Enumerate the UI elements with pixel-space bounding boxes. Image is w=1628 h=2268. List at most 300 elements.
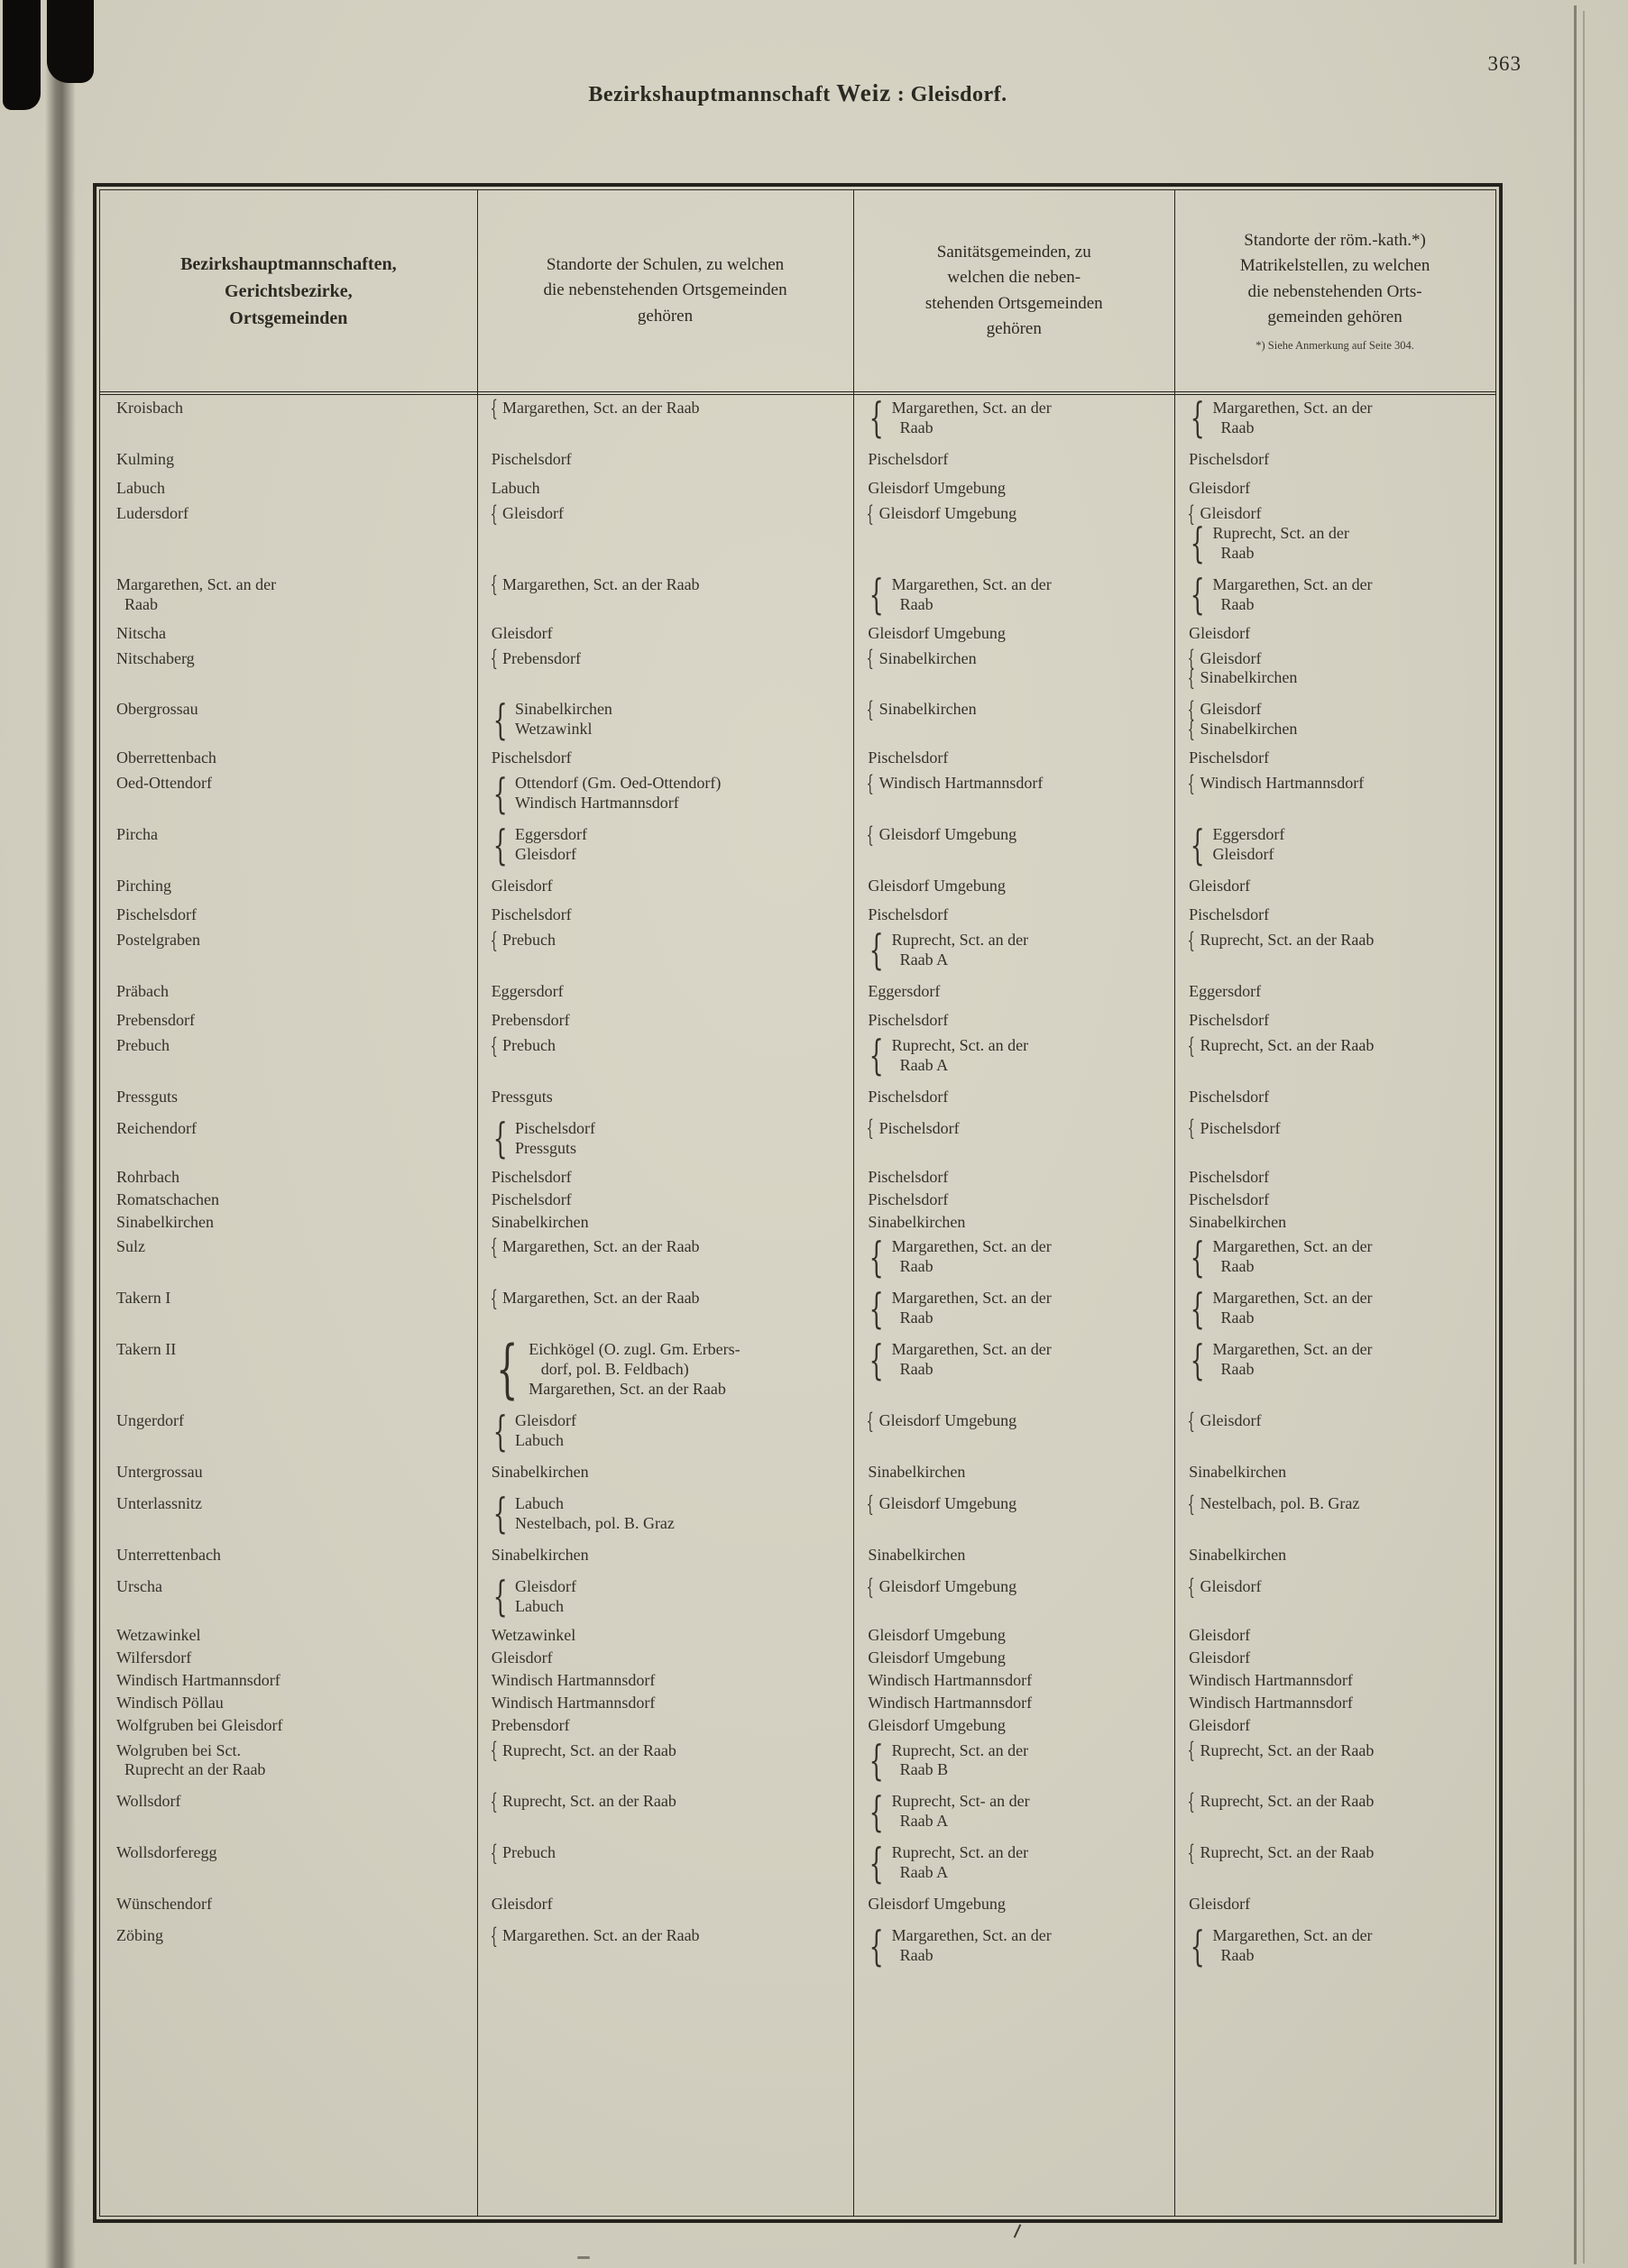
table-row bbox=[100, 1010, 1495, 1033]
cell-line: Raab bbox=[1212, 543, 1255, 562]
braced-group bbox=[490, 1738, 847, 1764]
cell-line: Windisch Hartmannsdorf bbox=[868, 1693, 1033, 1712]
page-title bbox=[93, 79, 1503, 107]
matrikel-cell bbox=[1174, 1648, 1495, 1670]
cell-line: Sinabelkirchen bbox=[491, 1463, 589, 1482]
cell-line: Margarethen, Sct. an der bbox=[1212, 574, 1373, 593]
braced-group bbox=[868, 1735, 1167, 1785]
braced-group bbox=[866, 646, 1167, 672]
cell-line: Eichkögel (O. zugl. Gm. Erbers- bbox=[529, 1340, 740, 1359]
table-row bbox=[100, 393, 1495, 446]
sanitaets-cell bbox=[853, 1891, 1174, 1923]
brace-glyph: { bbox=[1187, 1789, 1196, 1815]
cell-line: Gleisdorf Umgebung bbox=[868, 1648, 1006, 1667]
ortsgemeinde-cell bbox=[100, 500, 477, 572]
cell-line: Pischelsdorf bbox=[868, 449, 949, 468]
cell-line: Nestelbach, pol. B. Graz bbox=[1200, 1493, 1360, 1512]
brace-glyph: { bbox=[869, 925, 885, 975]
ortsgemeinde-cell bbox=[100, 1788, 477, 1840]
braced-group bbox=[490, 395, 847, 421]
brace-glyph: { bbox=[1190, 519, 1205, 568]
cell-line: Pischelsdorf bbox=[1189, 1189, 1270, 1208]
table-row bbox=[100, 978, 1495, 1010]
cell-line: Prebuch bbox=[501, 1843, 556, 1862]
cell-line: Windisch Hartmannsdorf bbox=[1189, 1693, 1353, 1712]
brace-glyph: { bbox=[490, 1841, 498, 1867]
table-row bbox=[100, 1189, 1495, 1212]
sanitaets-cell bbox=[853, 873, 1174, 904]
cell-line: Eggersdorf bbox=[868, 981, 941, 1000]
cell-line: Margarethen, Sct. an der bbox=[891, 1237, 1052, 1256]
header-line: welchen die neben- bbox=[947, 268, 1081, 287]
brace-glyph: { bbox=[492, 1406, 508, 1455]
sanitaets-cell bbox=[853, 446, 1174, 478]
cell-line: Gleisdorf bbox=[514, 1411, 576, 1430]
cell-line: Gleisdorf bbox=[1212, 845, 1274, 864]
matrikel-cell bbox=[1174, 1189, 1495, 1212]
ortsgemeinde-cell bbox=[100, 1336, 477, 1408]
brace-glyph: { bbox=[869, 570, 885, 620]
school-cell bbox=[477, 927, 854, 978]
cell-line: Sinabelkirchen bbox=[868, 1463, 966, 1482]
cell-line: Gleisdorf Umgebung bbox=[878, 1493, 1017, 1512]
sanitaets-cell bbox=[853, 1212, 1174, 1235]
table-row bbox=[100, 1033, 1495, 1084]
table-row bbox=[100, 1491, 1495, 1542]
ortsgemeinde-cell bbox=[100, 646, 477, 697]
matrikel-cell bbox=[1174, 1033, 1495, 1084]
cell-line: Sinabelkirchen bbox=[868, 1545, 966, 1564]
braced-group bbox=[868, 1838, 1167, 1887]
cell-line: Raab bbox=[891, 1360, 934, 1379]
matrikel-cell bbox=[1174, 572, 1495, 623]
ortsgemeinde-cell bbox=[100, 748, 477, 770]
sanitaets-cell bbox=[853, 1285, 1174, 1336]
cell-line: Präbach bbox=[116, 981, 169, 1000]
cell-line: Raab bbox=[1212, 594, 1255, 613]
cell-line: Pischelsdorf bbox=[868, 1087, 949, 1106]
matrikel-cell bbox=[1174, 646, 1495, 697]
header-line: die nebenstehenden Ortsgemeinden bbox=[543, 280, 787, 300]
ortsgemeinde-cell bbox=[100, 1408, 477, 1459]
header-footnote: *) Siehe Anmerkung auf Seite 304. bbox=[1255, 338, 1414, 352]
cell-line: Wünschendorf bbox=[116, 1895, 212, 1914]
table-row bbox=[100, 1459, 1495, 1491]
header-line: Gerichtsbezirke, bbox=[225, 280, 353, 301]
header-line: Sanitätsgemeinden, zu bbox=[936, 242, 1091, 262]
braced-group bbox=[490, 1923, 847, 1949]
ortsgemeinde-cell bbox=[100, 873, 477, 904]
sanitaets-cell bbox=[853, 1923, 1174, 1974]
ortsgemeinde-cell bbox=[100, 623, 477, 646]
cell-line: Pischelsdorf bbox=[491, 748, 572, 767]
cell-line: Pischelsdorf bbox=[514, 1118, 595, 1137]
brace-glyph: { bbox=[492, 1572, 508, 1621]
brace-glyph: { bbox=[1190, 1335, 1205, 1384]
cell-line: Windisch Hartmannsdorf bbox=[116, 1670, 281, 1689]
cell-line: Sinabelkirchen bbox=[1189, 1463, 1287, 1482]
cell-line: Gleisdorf Umgebung bbox=[878, 825, 1017, 844]
cell-line: Pischelsdorf bbox=[878, 1118, 960, 1137]
column-header-1 bbox=[477, 190, 854, 393]
cell-line: Margarethen, Sct. an der bbox=[891, 574, 1052, 593]
brace-glyph: { bbox=[490, 572, 498, 598]
cell-line: Kulming bbox=[116, 449, 175, 468]
table-row bbox=[100, 1408, 1495, 1459]
header-line: gehören bbox=[637, 306, 694, 326]
cell-line: Nitschaberg bbox=[116, 648, 195, 667]
cell-line: Takern I bbox=[116, 1289, 171, 1308]
cell-line: Gleisdorf Umgebung bbox=[868, 623, 1006, 642]
cell-line: Gleisdorf bbox=[1200, 648, 1262, 667]
cell-line: Ruprecht, Sct. an der bbox=[891, 1740, 1029, 1759]
ortsgemeinde-cell bbox=[100, 446, 477, 478]
cell-line: Margarethen, Sct. an der Raab bbox=[529, 1380, 726, 1399]
brace-glyph: { bbox=[492, 820, 508, 869]
brace-glyph: { bbox=[1190, 393, 1205, 443]
brace-glyph: { bbox=[866, 1116, 875, 1142]
cell-line: Obergrossau bbox=[116, 700, 198, 719]
school-cell bbox=[477, 1840, 854, 1891]
school-cell bbox=[477, 646, 854, 697]
cell-line: Gleisdorf Umgebung bbox=[868, 1895, 1006, 1914]
cell-line: Sinabelkirchen bbox=[878, 648, 977, 667]
brace-glyph: { bbox=[866, 771, 875, 797]
brace-glyph: { bbox=[1187, 1033, 1196, 1059]
cell-line: Wetzawinkel bbox=[116, 1625, 201, 1644]
matrikel-cell bbox=[1174, 978, 1495, 1010]
cell-line: Raab bbox=[1212, 1946, 1255, 1965]
header-line: stehenden Ortsgemeinden bbox=[924, 293, 1103, 313]
table-row bbox=[100, 1167, 1495, 1189]
cell-line: Wollsdorferegg bbox=[116, 1843, 217, 1862]
cell-line: Pischelsdorf bbox=[1189, 1167, 1270, 1186]
school-cell bbox=[477, 822, 854, 873]
cell-line: Prebensdorf bbox=[491, 1715, 570, 1734]
matrikel-cell bbox=[1174, 1625, 1495, 1648]
column-header-2 bbox=[853, 190, 1174, 393]
cell-line: Ruprecht, Sct. an der bbox=[1212, 523, 1349, 542]
braced-group bbox=[868, 1921, 1167, 1970]
table-row bbox=[100, 646, 1495, 697]
ortsgemeinde-cell bbox=[100, 1189, 477, 1212]
cell-line: Raab B bbox=[891, 1760, 949, 1779]
header-line: Matrikelstellen, zu welchen bbox=[1239, 256, 1430, 276]
cell-line: Labuch bbox=[514, 1596, 564, 1615]
cell-line: Sinabelkirchen bbox=[1200, 720, 1298, 739]
braced-group bbox=[490, 1235, 847, 1261]
table-row bbox=[100, 1336, 1495, 1408]
sanitaets-cell bbox=[853, 1715, 1174, 1738]
braced-group bbox=[868, 1786, 1167, 1836]
scan-stray-mark bbox=[577, 2256, 590, 2259]
cell-line: Raab A bbox=[891, 1863, 949, 1882]
cell-line: Sinabelkirchen bbox=[1200, 668, 1298, 687]
braced-group bbox=[1187, 771, 1488, 797]
column-divider bbox=[1174, 190, 1175, 2216]
cell-line: Sinabelkirchen bbox=[878, 700, 977, 719]
braced-group bbox=[492, 1406, 847, 1455]
sanitaets-cell bbox=[853, 1033, 1174, 1084]
cell-line: Postelgraben bbox=[116, 931, 200, 950]
cell-line: Gleisdorf bbox=[491, 1648, 553, 1667]
braced-group bbox=[1187, 697, 1488, 723]
cell-line: Romatschachen bbox=[116, 1189, 219, 1208]
cell-line: Wilfersdorf bbox=[116, 1648, 192, 1667]
cell-line: Ruprecht, Sct. an der bbox=[891, 931, 1029, 950]
cell-line: Margarethen, Sct. an der bbox=[891, 1340, 1052, 1359]
cell-line: Windisch Hartmannsdorf bbox=[868, 1670, 1033, 1689]
braced-group bbox=[866, 1574, 1167, 1600]
table-row bbox=[100, 1788, 1495, 1840]
ortsgemeinde-cell bbox=[100, 1625, 477, 1648]
ortsgemeinde-cell bbox=[100, 696, 477, 748]
braced-group bbox=[868, 925, 1167, 975]
matrikel-cell bbox=[1174, 1285, 1495, 1336]
ortsgemeinde-cell bbox=[100, 1574, 477, 1625]
brace-glyph: { bbox=[492, 694, 508, 744]
table-inner-border bbox=[99, 189, 1496, 2217]
cell-line: Gleisdorf bbox=[1189, 623, 1251, 642]
sanitaets-cell bbox=[853, 904, 1174, 927]
ortsgemeinde-cell bbox=[100, 478, 477, 500]
cell-line: Gleisdorf bbox=[491, 877, 553, 895]
cell-line: Labuch bbox=[116, 478, 165, 497]
matrikel-cell bbox=[1174, 1670, 1495, 1693]
school-cell bbox=[477, 978, 854, 1010]
school-cell bbox=[477, 1459, 854, 1491]
table-row bbox=[100, 623, 1495, 646]
braced-group bbox=[866, 1116, 1167, 1142]
school-cell bbox=[477, 478, 854, 500]
braced-group bbox=[490, 1841, 847, 1867]
cell-line: Sinabelkirchen bbox=[514, 700, 612, 719]
cell-line: Gleisdorf bbox=[491, 1895, 553, 1914]
brace-glyph: { bbox=[866, 697, 875, 723]
ortsgemeinde-cell bbox=[100, 822, 477, 873]
ortsgemeinde-cell bbox=[100, 978, 477, 1010]
cell-line: Sinabelkirchen bbox=[491, 1545, 589, 1564]
matrikel-cell bbox=[1174, 927, 1495, 978]
matrikel-cell bbox=[1174, 873, 1495, 904]
school-cell bbox=[477, 1167, 854, 1189]
school-cell bbox=[477, 1033, 854, 1084]
school-cell bbox=[477, 873, 854, 904]
matrikel-cell bbox=[1174, 1212, 1495, 1235]
ortsgemeinde-cell bbox=[100, 1491, 477, 1542]
cell-line: Unterlassnitz bbox=[116, 1493, 202, 1512]
brace-glyph: { bbox=[866, 500, 875, 527]
braced-group bbox=[1187, 1789, 1488, 1815]
cell-line: Raab bbox=[1212, 418, 1255, 436]
cell-line: Raab bbox=[891, 594, 934, 613]
table-row bbox=[100, 572, 1495, 623]
ortsgemeinde-cell bbox=[100, 1542, 477, 1574]
school-cell bbox=[477, 1332, 854, 1408]
ortsgemeinde-cell bbox=[100, 1715, 477, 1738]
school-cell bbox=[477, 1116, 854, 1167]
cell-line: Pischelsdorf bbox=[868, 1010, 949, 1029]
title-emphasis: Weiz bbox=[836, 79, 892, 106]
brace-glyph: { bbox=[866, 1574, 875, 1600]
page-number: 363 bbox=[1487, 52, 1522, 75]
cell-line: Windisch Hartmannsdorf bbox=[491, 1670, 656, 1689]
braced-group bbox=[490, 1286, 847, 1312]
braced-group bbox=[1189, 570, 1488, 620]
column-divider bbox=[853, 190, 854, 2216]
braced-group bbox=[490, 646, 847, 672]
school-cell bbox=[477, 446, 854, 478]
brace-glyph: { bbox=[1187, 717, 1196, 743]
cell-line: Windisch Hartmannsdorf bbox=[1189, 1670, 1353, 1689]
school-cell bbox=[477, 1234, 854, 1285]
cell-line: Rohrbach bbox=[116, 1167, 179, 1186]
braced-group bbox=[1189, 820, 1488, 869]
braced-group bbox=[1187, 927, 1488, 953]
cell-line: Margarethen, Sct. an der bbox=[1212, 1237, 1373, 1256]
cell-line: Prebensdorf bbox=[491, 1010, 570, 1029]
cell-line: Ruprecht, Sct. an der bbox=[891, 1843, 1029, 1862]
ortsgemeinde-cell bbox=[100, 1693, 477, 1715]
matrikel-cell bbox=[1174, 1693, 1495, 1715]
school-cell bbox=[477, 1648, 854, 1670]
brace-glyph: { bbox=[490, 395, 498, 421]
braced-group bbox=[1187, 500, 1488, 527]
sanitaets-cell bbox=[853, 1670, 1174, 1693]
braced-group bbox=[492, 1489, 847, 1538]
cell-line: Gleisdorf Umgebung bbox=[868, 1715, 1006, 1734]
school-cell bbox=[477, 1738, 854, 1789]
braced-group bbox=[868, 1283, 1167, 1333]
sanitaets-cell bbox=[853, 1491, 1174, 1542]
cell-line: Prebensdorf bbox=[501, 648, 581, 667]
cell-line: Oed-Ottendorf bbox=[116, 774, 212, 793]
braced-group bbox=[1189, 1335, 1488, 1384]
school-cell bbox=[477, 1923, 854, 1974]
scan-ink-blob bbox=[47, 0, 94, 83]
cell-line: Pischelsdorf bbox=[491, 1189, 572, 1208]
brace-glyph: { bbox=[1187, 1491, 1196, 1517]
cell-line: Gleisdorf bbox=[514, 845, 576, 864]
table-row bbox=[100, 1840, 1495, 1891]
table-row bbox=[100, 822, 1495, 873]
school-cell bbox=[477, 1542, 854, 1574]
brace-glyph: { bbox=[866, 646, 875, 672]
brace-glyph: { bbox=[869, 1838, 885, 1887]
brace-glyph: { bbox=[1190, 570, 1205, 620]
table-row bbox=[100, 1285, 1495, 1336]
cell-line: Gleisdorf bbox=[1189, 877, 1251, 895]
column-header-3 bbox=[1174, 190, 1495, 393]
brace-glyph: { bbox=[490, 1789, 498, 1815]
brace-glyph: { bbox=[1187, 666, 1196, 692]
table-row bbox=[100, 1693, 1495, 1715]
school-cell bbox=[477, 572, 854, 623]
table-row bbox=[100, 1625, 1495, 1648]
braced-group bbox=[490, 1789, 847, 1815]
braced-group bbox=[490, 1033, 847, 1059]
matrikel-cell bbox=[1174, 393, 1495, 446]
cell-line: Ludersdorf bbox=[116, 503, 189, 522]
school-cell bbox=[477, 1715, 854, 1738]
cell-line: Raab bbox=[891, 1257, 934, 1276]
brace-glyph: { bbox=[1190, 1232, 1205, 1281]
cell-line: Windisch Hartmannsdorf bbox=[514, 794, 679, 813]
scan-ink-blob bbox=[3, 0, 41, 110]
table-row bbox=[100, 1084, 1495, 1116]
matrikel-cell bbox=[1174, 822, 1495, 873]
table-row bbox=[100, 1923, 1495, 1974]
ortsgemeinde-cell bbox=[100, 904, 477, 927]
brace-glyph: { bbox=[490, 1738, 498, 1764]
brace-glyph: { bbox=[1187, 500, 1196, 527]
cell-line: Sinabelkirchen bbox=[116, 1212, 214, 1231]
braced-group bbox=[866, 771, 1167, 797]
brace-glyph: { bbox=[1187, 1408, 1196, 1434]
matrikel-cell bbox=[1174, 623, 1495, 646]
cell-line: Pischelsdorf bbox=[868, 905, 949, 924]
school-cell bbox=[477, 1891, 854, 1923]
brace-glyph: { bbox=[495, 1332, 519, 1407]
cell-line: Gleisdorf Umgebung bbox=[868, 478, 1006, 497]
matrikel-cell bbox=[1174, 1084, 1495, 1116]
braced-group bbox=[868, 1335, 1167, 1384]
title-suffix: : Gleisdorf. bbox=[897, 83, 1007, 106]
braced-group bbox=[1189, 1283, 1488, 1333]
matrikel-cell bbox=[1174, 1891, 1495, 1923]
cell-line: Ruprecht, Sct. an der Raab bbox=[1200, 1792, 1375, 1811]
school-cell bbox=[477, 1670, 854, 1693]
school-cell bbox=[477, 1788, 854, 1840]
cell-line: Gleisdorf Umgebung bbox=[878, 1411, 1017, 1430]
cell-line: Pirching bbox=[116, 877, 171, 895]
school-cell bbox=[477, 1408, 854, 1459]
sanitaets-cell bbox=[853, 623, 1174, 646]
cell-line: Gleisdorf Umgebung bbox=[868, 1625, 1006, 1644]
cell-line: Pischelsdorf bbox=[868, 1167, 949, 1186]
cell-line: Gleisdorf Umgebung bbox=[878, 503, 1017, 522]
cell-line: Windisch Hartmannsdorf bbox=[491, 1693, 656, 1712]
cell-line: Raab bbox=[891, 1946, 934, 1965]
braced-group bbox=[1187, 1116, 1488, 1142]
braced-group bbox=[492, 694, 847, 744]
matrikel-cell bbox=[1174, 1336, 1495, 1408]
cell-line: Gleisdorf bbox=[1189, 1625, 1251, 1644]
cell-line: Raab bbox=[116, 594, 158, 613]
cell-line: Reichendorf bbox=[116, 1118, 197, 1137]
header-line: Ortsgemeinden bbox=[229, 308, 348, 328]
table-row bbox=[100, 1715, 1495, 1738]
school-cell bbox=[477, 500, 854, 572]
braced-group bbox=[1187, 646, 1488, 672]
brace-glyph: { bbox=[869, 1735, 885, 1785]
braced-group bbox=[492, 768, 847, 818]
cell-line: Pischelsdorf bbox=[1189, 748, 1270, 767]
cell-line: Windisch Hartmannsdorf bbox=[878, 774, 1044, 793]
cell-line: Margarethen, Sct. an der bbox=[1212, 399, 1373, 417]
braced-group bbox=[866, 1491, 1167, 1517]
cell-line: Gleisdorf bbox=[501, 503, 564, 522]
gazetteer-table bbox=[100, 190, 1495, 1974]
matrikel-cell bbox=[1174, 1491, 1495, 1542]
cell-line: Ungerdorf bbox=[116, 1411, 184, 1430]
cell-line: Pischelsdorf bbox=[1200, 1118, 1281, 1137]
cell-line: Ruprecht, Sct. an der Raab bbox=[501, 1792, 676, 1811]
cell-line: Raab A bbox=[891, 950, 949, 969]
cell-line: Windisch Hartmannsdorf bbox=[1200, 774, 1365, 793]
braced-group bbox=[868, 1232, 1167, 1281]
cell-line: Ruprecht, Sct. an der bbox=[891, 1035, 1029, 1054]
